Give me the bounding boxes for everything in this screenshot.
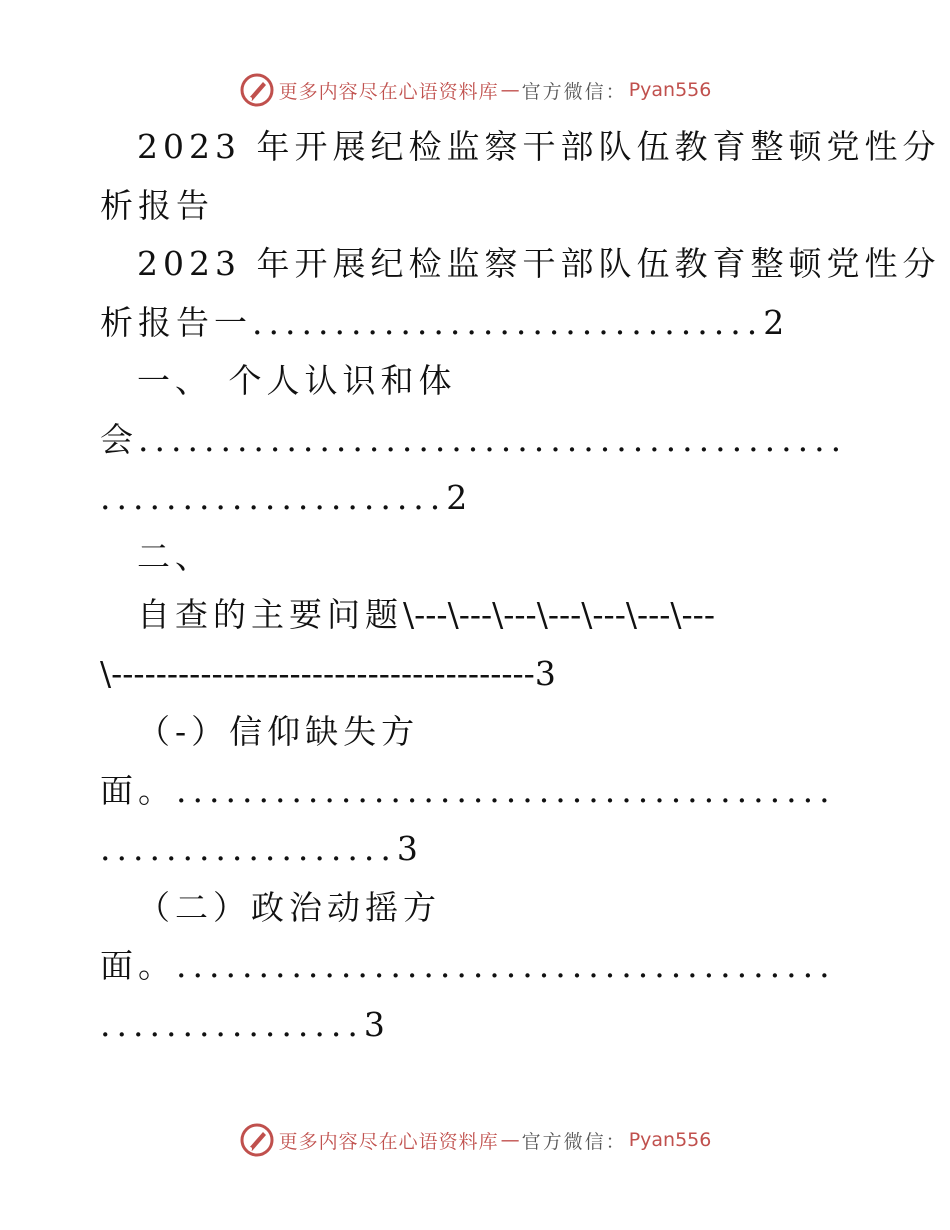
toc-entry-2-leader: ...........................................	[138, 419, 848, 459]
toc-entry-1-line2	[100, 294, 845, 353]
toc-entry-2-line2	[100, 411, 848, 470]
toc-entry-2-line1: 一、 个人认识和体	[137, 361, 457, 400]
toc-entry-2-page: 2	[446, 478, 468, 517]
watermark-site: 更多内容尽在心语资料库	[278, 80, 499, 103]
toc-entry-1-leader: ...............................	[252, 302, 764, 342]
watermark-separator: —	[500, 1129, 520, 1151]
toc-entry-4-line1: （-）信仰缺失方	[137, 712, 420, 751]
toc-entry-3-leader-cont: \--------------------------------------	[100, 653, 535, 693]
toc-entry-5-page: 3	[363, 1004, 385, 1044]
toc-entry-4-line3	[100, 820, 845, 879]
toc-entry-3-leader: \---\---\---\---\---\---\---	[403, 595, 715, 634]
toc-entry-4-label: 面。	[100, 770, 176, 810]
pen-logo-icon	[239, 72, 275, 108]
doc-title-line2: 析报告	[100, 185, 214, 225]
watermark-site: 更多内容尽在心语资料库	[278, 1130, 499, 1153]
toc-entry-2-leader-cont: .....................	[100, 478, 447, 517]
toc-entry-3-line2	[100, 586, 845, 645]
toc-entry-1-page: 2	[763, 302, 785, 342]
toc-entry-5-line1: （二）政治动摇方	[137, 887, 441, 927]
watermark-header	[0, 70, 950, 110]
toc-entry-1-label: 析报告一	[100, 302, 252, 342]
toc-entry-3-page: 3	[534, 653, 556, 693]
toc-entry-4-leader: ........................................	[176, 770, 836, 810]
toc-entry-3-line3	[100, 645, 845, 704]
watermark-wechat: Pyan556	[628, 1129, 712, 1151]
watermark-wechat: Pyan556	[628, 79, 712, 101]
document-body	[100, 118, 941, 1054]
pen-logo-icon	[239, 1122, 275, 1158]
toc-entry-5-line3	[100, 996, 845, 1055]
toc-entry-4-page: 3	[396, 829, 418, 868]
toc-entry-5-leader-cont: ................	[100, 1004, 364, 1044]
toc-entry-2-label: 会	[100, 419, 138, 459]
toc-entry-4-line2	[100, 762, 845, 821]
watermark-footer	[0, 1120, 950, 1160]
toc-entry-2-line3	[100, 469, 845, 528]
toc-entry-5-line2	[100, 937, 845, 996]
watermark-official: 官方微信：	[521, 80, 627, 103]
toc-entry-4-leader-cont: ..................	[100, 829, 397, 868]
toc-entry-5-label: 面。	[100, 946, 176, 985]
toc-entry-5-leader: ........................................	[176, 946, 836, 985]
toc-entry-3-line1: 二、	[137, 536, 213, 576]
watermark-separator: —	[500, 79, 520, 101]
watermark-official: 官方微信：	[521, 1130, 627, 1153]
doc-title-line1: 2023 年开展纪检监察干部队伍教育整顿党性分	[137, 127, 941, 166]
toc-entry-3-label: 自查的主要问题	[137, 595, 403, 634]
toc-entry-1-line1: 2023 年开展纪检监察干部队伍教育整顿党性分	[137, 244, 941, 283]
